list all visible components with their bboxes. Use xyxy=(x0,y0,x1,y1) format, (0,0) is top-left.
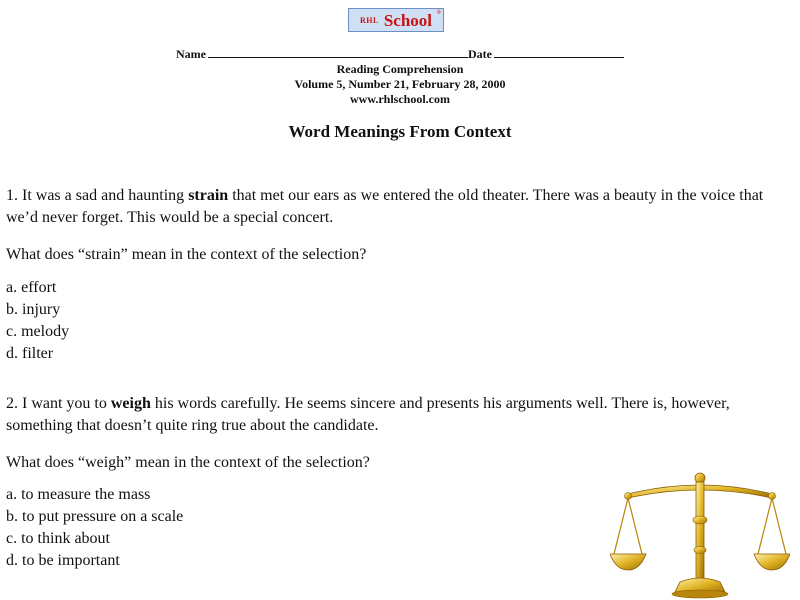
worksheet-meta xyxy=(0,62,800,107)
question-2-prompt: What does “weigh” mean in the context of the selection? xyxy=(6,454,370,471)
question-2-options xyxy=(6,484,183,572)
logo-name: School xyxy=(383,10,433,30)
question-2-option-b: b. to put pressure on a scale xyxy=(6,508,184,525)
date-label: Date xyxy=(468,47,492,61)
name-date-row xyxy=(0,46,800,62)
question-1-keyword: strain xyxy=(188,187,229,204)
worksheet-issue: Volume 5, Number 21, February 28, 2000 xyxy=(294,77,506,91)
question-1-option-c: c. melody xyxy=(6,323,70,340)
question-2-option-c: c. to think about xyxy=(6,530,110,547)
name-label: Name xyxy=(176,47,206,61)
question-2-passage-after: his words carefully. He seems sincere and presents his arguments well. There is, however, something that doesn’t quite ring true about the candidate. xyxy=(6,395,730,434)
question-1-option-b: b. injury xyxy=(6,301,61,318)
name-blank xyxy=(208,46,468,58)
logo-prefix: RHL xyxy=(359,15,379,25)
question-2-keyword: weigh xyxy=(110,395,151,412)
question-2-option-a: a. to measure the mass xyxy=(6,486,151,503)
question-2-number: 2. xyxy=(6,395,18,412)
worksheet-url: www.rhlschool.com xyxy=(350,92,450,106)
worksheet-subtitle: Reading Comprehension xyxy=(336,62,464,76)
question-1-options xyxy=(6,277,69,365)
question-2-passage-before: I want you to xyxy=(22,395,107,412)
question-1-passage-after: that met our ears as we entered the old theater. There was a beauty in the voice that we’d never forget. This would be a special concert. xyxy=(6,187,764,226)
balance-scale-icon xyxy=(610,470,790,600)
question-1-passage-before: It was a sad and haunting xyxy=(22,187,185,204)
question-1-number: 1. xyxy=(6,187,18,204)
question-1-prompt: What does “strain” mean in the context of the selection? xyxy=(6,246,367,263)
question-2-passage xyxy=(6,393,796,437)
question-2-option-d: d. to be important xyxy=(6,552,120,569)
question-1-passage xyxy=(6,185,796,229)
page-title: Word Meanings From Context xyxy=(288,122,512,141)
date-blank xyxy=(494,46,624,58)
rhl-school-logo xyxy=(348,8,444,32)
question-1-option-a: a. effort xyxy=(6,279,57,296)
question-1-option-d: d. filter xyxy=(6,345,54,362)
logo-trademark: ® xyxy=(436,10,441,16)
